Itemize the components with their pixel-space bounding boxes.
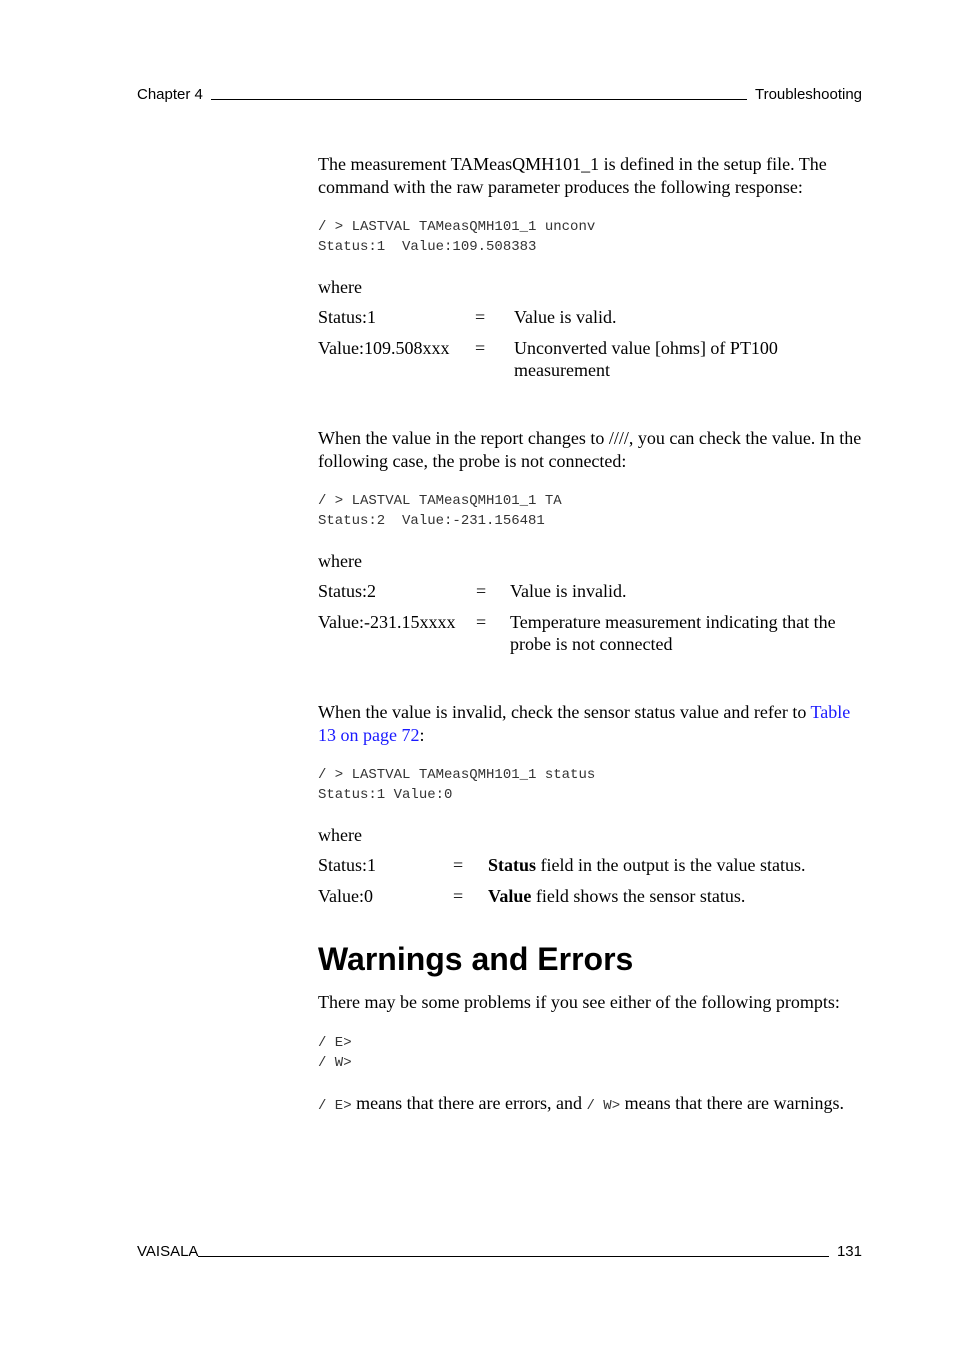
section-intro: There may be some problems if you see either of the following prompts: — [318, 992, 840, 1012]
section-label: Troubleshooting — [754, 86, 862, 103]
block2-where: where — [318, 551, 362, 571]
warning-prompt-code: / W> — [586, 1097, 621, 1114]
term: Status:1 — [318, 855, 377, 875]
block2-intro: When the value in the report changes to ////, you can check the value. In the following case, the probe is not connected: — [318, 428, 862, 471]
error-prompt-code: / E> — [318, 1097, 352, 1114]
page-number: 131 — [836, 1243, 862, 1260]
section-code-line1: / E> — [318, 1034, 352, 1051]
explain-text-1: means that there are errors, and — [351, 1092, 587, 1113]
term: Value:-231.15xxxx — [318, 612, 456, 632]
block1-code-line2: Status:1 Value:109.508383 — [318, 239, 537, 255]
term: Value:0 — [318, 886, 373, 906]
section-code-line2: / W> — [318, 1054, 352, 1071]
block3-intro-text: When the value is invalid, check the sensor status value and refer to — [318, 702, 807, 722]
block2-definitions — [318, 580, 862, 655]
page-header — [137, 86, 862, 103]
block3-code-line1: / > LASTVAL TAMeasQMH101_1 status — [318, 767, 596, 783]
explain-text-2: means that there are warnings. — [620, 1092, 845, 1113]
term: Value:109.508xxx — [318, 338, 450, 358]
description — [488, 854, 805, 876]
definition-row — [318, 611, 862, 655]
block1-code-line1: / > LASTVAL TAMeasQMH101_1 unconv — [318, 219, 596, 235]
section-title: Warnings and Errors — [318, 941, 634, 977]
description-rest: field in the output is the value status. — [536, 855, 806, 875]
block1-definitions — [318, 306, 814, 381]
page-footer — [137, 1243, 862, 1260]
term: Status:1 — [318, 307, 377, 327]
page-body — [318, 153, 866, 1117]
block2-code-line1: / > LASTVAL TAMeasQMH101_1 TA — [318, 493, 562, 509]
equals: = — [453, 886, 464, 906]
definition-row — [318, 885, 805, 907]
block2-code-line2: Status:2 Value:-231.156481 — [318, 513, 545, 529]
block3-intro — [318, 701, 866, 746]
header-rule — [211, 98, 747, 100]
footer-rule — [198, 1255, 829, 1257]
description — [488, 885, 805, 907]
brand-label: VAISALA — [137, 1243, 199, 1260]
definition-row — [318, 306, 814, 328]
description: Temperature measurement indicating that the probe is not connected — [510, 612, 836, 654]
table-13-link[interactable]: Table 13 on page 72 — [318, 702, 851, 745]
definition-row — [318, 854, 805, 876]
equals: = — [476, 581, 487, 601]
definition-row — [318, 580, 862, 602]
block1-intro: The measurement TAMeasQMH101_1 is defined in the setup file. The command with the raw parameter produces the following response: — [318, 154, 827, 197]
description-bold: Value — [488, 886, 532, 906]
equals: = — [475, 338, 486, 358]
description-rest: field shows the sensor status. — [531, 886, 746, 906]
equals: = — [453, 855, 464, 875]
block3-code-line2: Status:1 Value:0 — [318, 787, 453, 803]
description-bold: Status — [488, 855, 537, 875]
section-explanation — [318, 1092, 866, 1118]
description: Value is invalid. — [510, 581, 627, 601]
description: Unconverted value [ohms] of PT100 measurement — [514, 338, 778, 380]
block1-where: where — [318, 277, 362, 297]
description: Value is valid. — [514, 307, 617, 327]
block3-intro-colon: : — [419, 724, 425, 745]
block3-definitions — [318, 854, 805, 907]
block3-where: where — [318, 825, 362, 845]
equals: = — [475, 307, 486, 327]
definition-row — [318, 337, 814, 381]
term: Status:2 — [318, 581, 377, 601]
chapter-label: Chapter 4 — [137, 86, 203, 103]
equals: = — [476, 612, 487, 632]
